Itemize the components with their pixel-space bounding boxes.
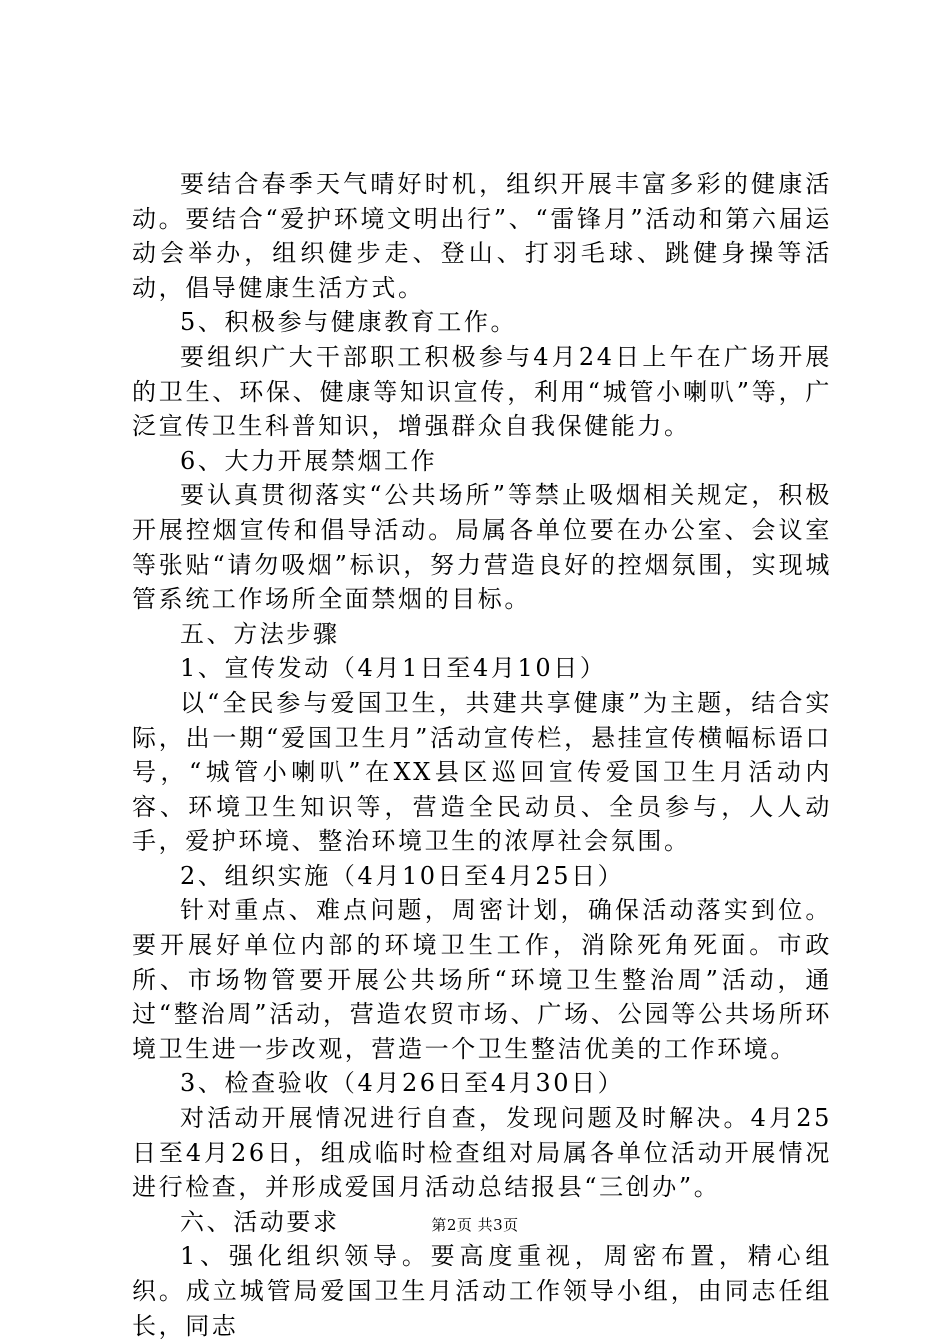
paragraph-health-education: 要组织广大干部职工积极参与4月24日上午在广场开展的卫生、环保、健康等知识宣传，利用“城管小喇叭”等，广泛宣传卫生科普知识，增强群众自我保健能力。: [132, 342, 832, 441]
paragraph-smoking-ban: 要认真贯彻落实“公共场所”等禁止吸烟相关规定，积极开展控烟宣传和倡导活动。局属各单位要在办公室、会议室等张贴“请勿吸烟”标识，努力营造良好的控烟氛围，实现城管系统工作场所全面禁烟的目标。: [132, 481, 832, 614]
heading-inspection: 3、检查验收（4月26日至4月30日）: [180, 1069, 625, 1098]
heading-smoking-ban: 6、大力开展禁烟工作: [180, 446, 438, 475]
page-footer: 第2页 共3页: [431, 1216, 519, 1234]
heading-publicity: 1、宣传发动（4月1日至4月10日）: [180, 654, 607, 683]
heading-implementation: 2、组织实施（4月10日至4月25日）: [180, 861, 625, 890]
heading-health-education: 5、积极参与健康教育工作。: [180, 308, 518, 337]
paragraph-organization: 1、强化组织领导。要高度重视，周密布置，精心组织。成立城管局爱国卫生月活动工作领导小组，由同志任组长，同志: [132, 1242, 832, 1340]
section-heading-methods: 五、方法步骤: [180, 619, 340, 648]
paragraph-inspection: 对活动开展情况进行自查，发现问题及时解决。4月25日至4月26日，组成临时检查组对局属各单位活动开展情况进行检查，并形成爱国月活动总结报县“三创办”。: [132, 1104, 832, 1202]
paragraph-publicity: 以“全民参与爱国卫生，共建共享健康”为主题，结合实际，出一期“爱国卫生月”活动宣传栏，悬挂宣传横幅标语口号，“城管小喇叭”在XX县区巡回宣传爱国卫生月活动内容、环境卫生知识等，营造全民动员、全员参与，人人动手，爱护环境、整治环境卫生的浓厚社会氛围。: [132, 688, 832, 856]
section-heading-requirements: 六、活动要求: [180, 1207, 340, 1236]
paragraph-health-activities: 要结合春季天气晴好时机，组织开展丰富多彩的健康活动。要结合“爱护环境文明出行”、“雷锋月”活动和第六届运动会举办，组织健步走、登山、打羽毛球、跳健身操等活动，倡导健康生活方式。: [132, 170, 832, 302]
paragraph-implementation: 针对重点、难点问题，周密计划，确保活动落实到位。要开展好单位内部的环境卫生工作，消除死角死面。市政所、市场物管要开展公共场所“环境卫生整治周”活动，通过“整治周”活动，营造农贸市场、广场、公园等公共场所环境卫生进一步改观，营造一个卫生整洁优美的工作环境。: [132, 896, 832, 1063]
document-body: [132, 167, 832, 1343]
